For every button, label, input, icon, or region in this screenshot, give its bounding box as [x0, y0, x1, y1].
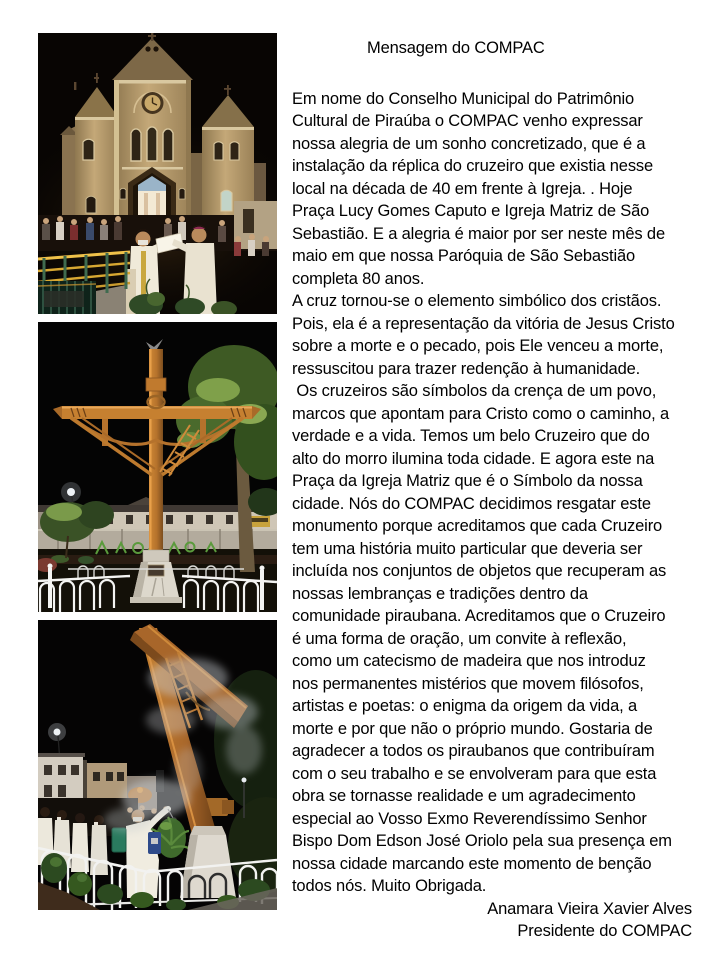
message-line: obra se tornasse realidade e um agradecimento — [292, 787, 636, 805]
message-line: Os cruzeiros são símbolos da crença de um povo, — [292, 382, 657, 400]
signature-line: Anamara Vieira Xavier Alves — [487, 899, 692, 918]
message-line: Bispo Dom Edson José Oriolo pela sua presença em — [292, 832, 672, 850]
message-line: especial ao Vosso Exmo Reverendíssimo Senhor — [292, 809, 647, 828]
message-line: A cruz tornou-se o elemento simbólico dos cristãos. — [292, 292, 662, 310]
message-line: como um catecismo de madeira que nos introduz — [292, 652, 646, 670]
message-line: Cultural de Piraúba o COMPAC venho expressar — [292, 112, 643, 130]
message-line: alto do morro ilumina toda cidade. E agora este na — [292, 449, 655, 468]
message-line: nos permanentes mistérios que movem filósofos, — [292, 674, 644, 693]
message-line: instalação da réplica do cruzeiro que existia nesse — [292, 157, 654, 175]
photo-church-night — [38, 33, 277, 314]
message-line: local na década de 40 em frente à Igreja. . Hoje — [292, 179, 633, 198]
cruzeiro-blessing-illustration — [38, 620, 277, 910]
message-title: Mensagem do COMPAC — [367, 39, 545, 57]
message-line: morte e por que não o próprio mundo. Gostaria de — [292, 719, 653, 738]
message-line: sobre a morte e o pecado, pois Ele venceu a morte, — [292, 337, 664, 355]
message-line: Em nome do Conselho Municipal do Patrimônio — [292, 89, 635, 108]
message-line: Praça da Igreja Matriz que é o Símbolo da nossa — [292, 472, 643, 490]
message-line: marcos que apontam para Cristo como o caminho, a — [292, 404, 670, 423]
photo-cruzeiro-front — [38, 322, 277, 612]
message-line: verdade e a vida. Temos um belo Cruzeiro que do — [292, 427, 650, 445]
message-line: comunidade piraubana. Acreditamos que o Cruzeiro — [292, 607, 666, 625]
message-line: é uma forma de oração, um convite à reflexão, — [292, 629, 627, 648]
signature-line: Presidente do COMPAC — [517, 922, 692, 940]
message-line: Praça Lucy Gomes Caputo e Igreja Matriz de São — [292, 202, 650, 220]
message-line: tem uma história muito particular que deveria ser — [292, 539, 643, 558]
message-line: completa 80 anos. — [292, 269, 425, 288]
message-line: nossa cidade marcando este momento de benção — [292, 854, 652, 873]
message-line: todos nós. Muito Obrigada. — [292, 877, 487, 895]
cruzeiro-front-illustration — [38, 322, 277, 612]
message-body — [292, 88, 716, 898]
message-line: Sebastião. E a alegria é maior por ser neste mês de — [292, 224, 665, 243]
message-line: monumento porque acreditamos que cada Cruzeiro — [292, 517, 663, 535]
message-line: maio em que nossa Paróquia de São Sebastião — [292, 247, 636, 265]
plaque — [148, 565, 164, 576]
message-text — [292, 37, 716, 943]
message-line: Pois, ela é a representação da vitória de Jesus Cristo — [292, 314, 675, 333]
message-line: nossas lembranças e tradições dentro da — [292, 584, 588, 603]
message-line: incluída nos conjuntos de objetos que recuperam as — [292, 562, 667, 580]
message-line: ressuscitou para trazer redenção à humanidade. — [292, 359, 641, 378]
message-line: com o seu trabalho e se envolveram para que esta — [292, 764, 657, 783]
message-signature — [292, 898, 716, 943]
message-line: nossa alegria de um sonho concretizado, que é a — [292, 134, 646, 153]
photo-cruzeiro-blessing — [38, 620, 277, 910]
church-night-illustration — [38, 33, 277, 314]
message-line: artistas e poetas: o enigma da origem da vida, a — [292, 697, 638, 715]
message-line: agradecer a todos os piraubanos que contribuíram — [292, 742, 655, 760]
message-line: cidade. Nós do COMPAC decidimos resgatar este — [292, 494, 651, 513]
